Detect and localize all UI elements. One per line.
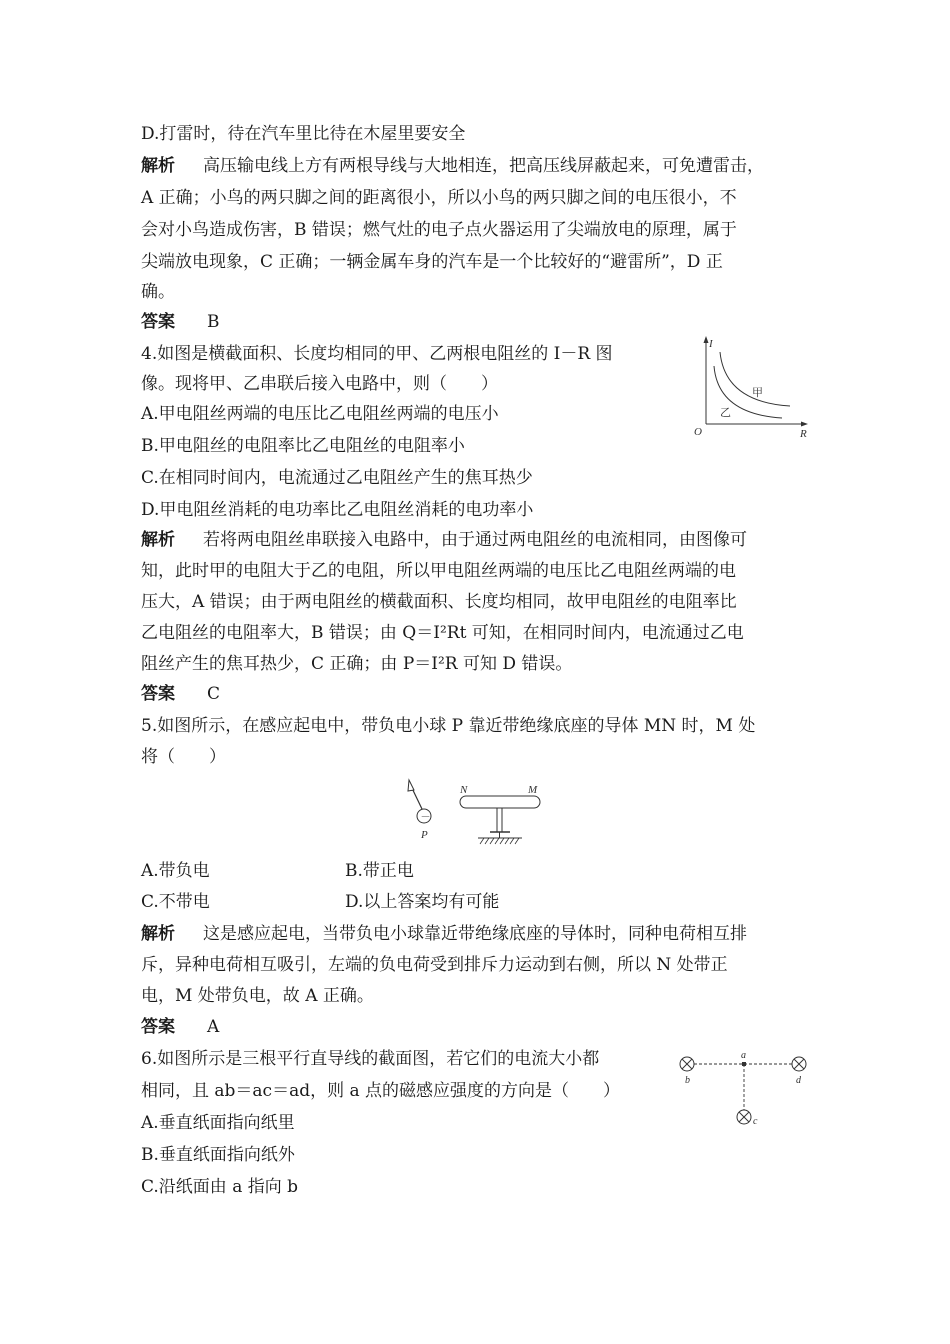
- q6-stem-line-2: 相同，且 ab＝ac＝ad，则 a 点的磁感应强度的方向是（ ）: [141, 1081, 621, 1101]
- curve-yi-label: 乙: [720, 406, 731, 419]
- analysis-label: 解析: [141, 156, 175, 176]
- label-n: N: [460, 784, 468, 796]
- wire-c-icon: [737, 1110, 751, 1124]
- q3-analysis-line-4: 尖端放电现象，C 正确；一辆金属车身的汽车是一个比较好的“避雷所”，D 正: [141, 252, 723, 272]
- q6-option-c: C.沿纸面由 a 指向 b: [141, 1177, 299, 1197]
- q5-option-d: D.以上答案均有可能: [345, 892, 500, 912]
- label-b: b: [685, 1075, 690, 1086]
- analysis-label: 解析: [141, 530, 175, 550]
- q5-analysis-line-3: 电，M 处带负电，故 A 正确。: [141, 986, 374, 1006]
- answer-value: A: [207, 1017, 220, 1037]
- q3-option-d: D.打雷时，待在汽车里比待在木屋里要安全: [141, 124, 466, 144]
- answer-value: B: [207, 312, 220, 332]
- answer-label: 答案: [141, 312, 175, 332]
- q4-answer: [141, 682, 220, 706]
- q6-stem-line-1: 6.如图所示是三根平行直导线的截面图，若它们的电流大小都: [141, 1049, 600, 1069]
- y-axis-label: I: [709, 338, 713, 350]
- q5-options-row-1: [141, 859, 414, 883]
- q6-option-a: A.垂直纸面指向纸里: [141, 1113, 295, 1133]
- origin-label: O: [694, 426, 702, 438]
- q4-ir-graph: [690, 334, 820, 444]
- x-axis-arrow: [801, 422, 808, 427]
- q4-option-a: A.甲电阻丝两端的电压比乙电阻丝两端的电压小: [141, 404, 499, 424]
- answer-label: 答案: [141, 1017, 175, 1037]
- q5-option-c: C.不带电: [141, 892, 210, 912]
- q5-answer: [141, 1015, 219, 1039]
- q4-option-c: C.在相同时间内，电流通过乙电阻丝产生的焦耳热少: [141, 468, 533, 488]
- wire-b-icon: [680, 1057, 694, 1071]
- q4-stem-line-2: 像。现将甲、乙串联后接入电路中，则（ ）: [141, 374, 498, 394]
- ground-hatch: [480, 838, 519, 844]
- label-d: d: [796, 1075, 801, 1086]
- q3-answer: [141, 310, 220, 334]
- conductor-mn: [460, 796, 540, 808]
- q4-analysis-line-1: 解析 若将两电阻丝串联接入电路中，由于通过两电阻丝的电流相同，由图像可: [141, 530, 747, 550]
- ball-label: P: [421, 829, 428, 841]
- q5-stem-line-2: 将（ ）: [141, 747, 226, 767]
- q3-analysis-line-1: 解析 高压输电线上方有两根导线与大地相连，把高压线屏蔽起来，可免遭雷击，: [141, 156, 764, 176]
- q5-analysis-line-2: 斥，异种电荷相互吸引，左端的负电荷受到排斥力运动到右侧，所以 N 处带正: [141, 955, 728, 975]
- answer-value: C: [207, 684, 221, 704]
- q4-analysis-line-3: 压大，A 错误；由于两电阻丝的横截面积、长度均相同，故甲电阻丝的电阻率比: [141, 592, 737, 612]
- q5-induction-figure: [400, 772, 550, 847]
- q4-analysis-line-2: 知，此时甲的电阻大于乙的电阻，所以甲电阻丝两端的电压比乙电阻丝两端的电: [141, 561, 736, 581]
- x-axis-label: R: [800, 428, 807, 440]
- q5-stem-line-1: 5.如图所示，在感应起电中，带负电小球 P 靠近带绝缘底座的导体 MN 时，M 处: [141, 716, 756, 736]
- q5-option-a: A.带负电: [141, 861, 210, 881]
- y-axis-arrow: [704, 336, 709, 343]
- wire-d-icon: [792, 1057, 806, 1071]
- analysis-label: 解析: [141, 924, 175, 944]
- q4-analysis-line-4: 乙电阻丝的电阻率大，B 错误；由 Q＝I²Rt 可知，在相同时间内，电流通过乙电: [141, 623, 744, 643]
- curve-jia-label: 甲: [752, 386, 763, 399]
- q4-analysis-line-5: 阻丝产生的焦耳热少，C 正确；由 P＝I²R 可知 D 错误。: [141, 654, 573, 674]
- q5-options-row-2: [141, 890, 500, 914]
- label-a: a: [741, 1050, 746, 1061]
- q4-option-b: B.甲电阻丝的电阻率比乙电阻丝的电阻率小: [141, 436, 465, 456]
- q4-stem-line-1: 4.如图是横截面积、长度均相同的甲、乙两根电阻丝的 I－R 图: [141, 344, 613, 364]
- q3-analysis-line-3: 会对小鸟造成伤害，B 错误；燃气灶的电子点火器运用了尖端放电的原理，属于: [141, 220, 737, 240]
- q3-analysis-line-2: A 正确；小鸟的两只脚之间的距离很小，所以小鸟的两只脚之间的电压很小，不: [141, 188, 737, 208]
- label-m: M: [528, 784, 538, 796]
- point-a-dot: [742, 1062, 746, 1066]
- q5-option-b: B.带正电: [345, 861, 414, 881]
- q5-analysis-line-1: 解析 这是感应起电，当带负电小球靠近带绝缘底座的导体时，同种电荷相互排: [141, 924, 747, 944]
- label-c: c: [753, 1116, 758, 1127]
- ball-handle-tip: [408, 780, 414, 791]
- q6-wires-figure: [676, 1048, 816, 1133]
- ball-charge: －: [420, 812, 431, 823]
- q4-option-d: D.甲电阻丝消耗的电功率比乙电阻丝消耗的电功率小: [141, 500, 534, 520]
- answer-label: 答案: [141, 684, 175, 704]
- q3-analysis-line-5: 确。: [141, 282, 175, 302]
- q6-option-b: B.垂直纸面指向纸外: [141, 1145, 295, 1165]
